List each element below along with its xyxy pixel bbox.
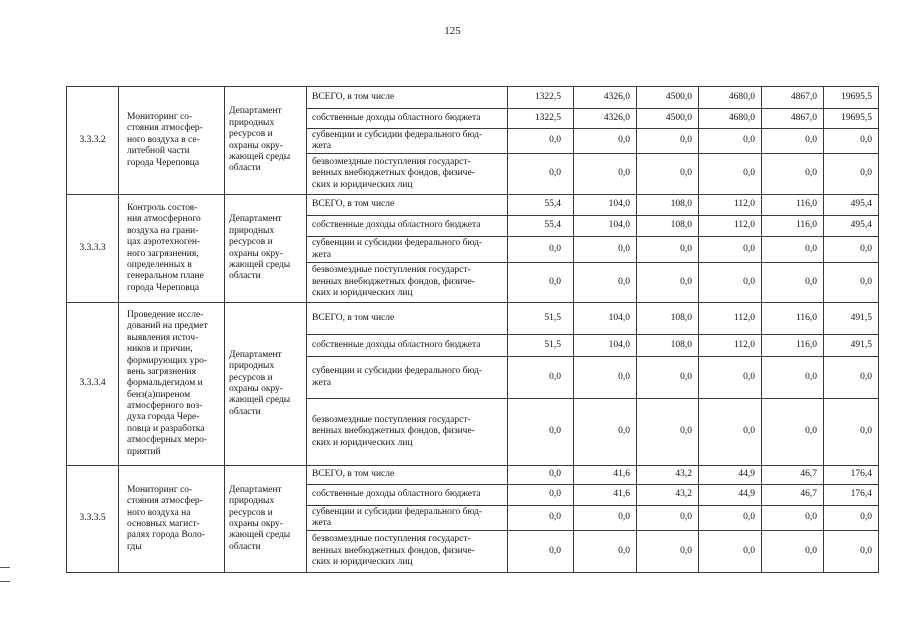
- funding-source-text: субвенции и субсидии федерального бюд- жета: [312, 129, 483, 151]
- amount-cell-text: 0,0: [618, 135, 630, 146]
- amount-cell: [823, 215, 879, 237]
- amount-cell-text: 0,0: [743, 135, 755, 146]
- amount-cell-text: 104,0: [608, 339, 630, 350]
- program-name: [118, 86, 225, 195]
- amount-cell-text: 0,0: [860, 426, 872, 437]
- responsible-department: [224, 302, 307, 466]
- program-code: [66, 86, 119, 195]
- amount-cell: [573, 128, 637, 154]
- page-number: 125: [444, 25, 461, 37]
- program-code-text: 3.3.3.4: [79, 378, 106, 389]
- amount-cell: [507, 153, 574, 195]
- program-name: [118, 302, 225, 466]
- amount-cell-text: 112,0: [733, 312, 755, 323]
- amount-cell-text: 0,0: [805, 545, 817, 556]
- amount-cell-text: 104,0: [608, 220, 630, 231]
- amount-cell: [507, 302, 574, 335]
- amount-cell: [507, 128, 574, 154]
- amount-cell: [823, 194, 879, 216]
- amount-cell: [507, 262, 574, 303]
- amount-cell-text: 0,0: [743, 512, 755, 523]
- amount-cell: [636, 398, 699, 466]
- program-code-text: 3.3.3.3: [79, 242, 106, 253]
- funding-source: [306, 108, 508, 129]
- funding-source: [306, 194, 508, 216]
- amount-cell-text: 0,0: [743, 276, 755, 287]
- amount-cell: [636, 262, 699, 303]
- amount-cell-text: 491,5: [850, 339, 872, 350]
- funding-source: [306, 398, 508, 466]
- amount-cell: [636, 505, 699, 531]
- amount-cell-text: 0,0: [549, 545, 561, 556]
- amount-cell-text: 0,0: [618, 168, 630, 179]
- amount-cell: [761, 530, 824, 573]
- amount-cell: [507, 334, 574, 357]
- amount-cell: [823, 530, 879, 573]
- funding-source-text: субвенции и субсидии федерального бюд- жета: [312, 238, 483, 260]
- amount-cell: [698, 302, 762, 335]
- funding-source-text: собственные доходы областного бюджета: [312, 489, 481, 500]
- amount-cell: [636, 153, 699, 195]
- amount-cell-text: 491,5: [850, 312, 872, 323]
- amount-cell-text: 108,0: [670, 339, 692, 350]
- amount-cell: [698, 86, 762, 109]
- funding-source-text: субвенции и субсидии федерального бюд- жета: [312, 366, 483, 388]
- amount-cell-text: 0,0: [618, 243, 630, 254]
- amount-cell: [636, 334, 699, 357]
- amount-cell-text: 0,0: [618, 512, 630, 523]
- amount-cell: [636, 530, 699, 573]
- amount-cell: [761, 128, 824, 154]
- amount-cell-text: 0,0: [549, 168, 561, 179]
- responsible-department: [224, 465, 307, 573]
- funding-source: [306, 262, 508, 303]
- amount-cell: [761, 334, 824, 357]
- program-code: [66, 465, 119, 573]
- amount-cell-text: 0,0: [743, 426, 755, 437]
- amount-cell: [698, 153, 762, 195]
- amount-cell-text: 4500,0: [665, 91, 692, 102]
- amount-cell-text: 108,0: [670, 199, 692, 210]
- amount-cell-text: 0,0: [618, 426, 630, 437]
- amount-cell: [507, 194, 574, 216]
- amount-cell: [823, 86, 879, 109]
- amount-cell-text: 0,0: [860, 545, 872, 556]
- amount-cell-text: 0,0: [860, 512, 872, 523]
- amount-cell: [761, 465, 824, 485]
- amount-cell-text: 0,0: [549, 243, 561, 254]
- amount-cell: [761, 236, 824, 263]
- amount-cell: [761, 505, 824, 531]
- program-name: [118, 194, 225, 303]
- amount-cell: [761, 194, 824, 216]
- amount-cell-text: 0,0: [549, 276, 561, 287]
- amount-cell: [636, 356, 699, 399]
- funding-source-text: безвозмездные поступления государст- венных внебюджетных фондов, физиче- ских и юридических лиц: [312, 534, 475, 568]
- amount-cell: [507, 86, 574, 109]
- amount-cell: [823, 505, 879, 531]
- amount-cell: [761, 108, 824, 129]
- amount-cell: [698, 398, 762, 466]
- funding-source: [306, 465, 508, 485]
- amount-cell: [573, 194, 637, 216]
- amount-cell: [761, 215, 824, 237]
- amount-cell-text: 19695,5: [841, 112, 872, 123]
- funding-source: [306, 505, 508, 531]
- amount-cell-text: 0,0: [860, 371, 872, 382]
- amount-cell: [636, 108, 699, 129]
- amount-cell-text: 0,0: [549, 135, 561, 146]
- amount-cell: [761, 398, 824, 466]
- amount-cell: [698, 108, 762, 129]
- amount-cell-text: 176,4: [850, 469, 872, 480]
- amount-cell-text: 4500,0: [665, 112, 692, 123]
- amount-cell: [573, 302, 637, 335]
- funding-source-text: ВСЕГО, в том числе: [312, 469, 395, 480]
- amount-cell: [823, 356, 879, 399]
- amount-cell-text: 4326,0: [603, 112, 630, 123]
- amount-cell: [823, 334, 879, 357]
- amount-cell-text: 4326,0: [603, 91, 630, 102]
- amount-cell-text: 55,4: [544, 199, 561, 210]
- amount-cell-text: 46,7: [800, 469, 817, 480]
- amount-cell-text: 1322,5: [534, 91, 561, 102]
- amount-cell: [761, 302, 824, 335]
- amount-cell: [636, 465, 699, 485]
- amount-cell: [636, 484, 699, 506]
- responsible-department-text: Департамент природных ресурсов и охраны окру- жающей среды области: [229, 349, 291, 417]
- amount-cell-text: 116,0: [795, 199, 817, 210]
- amount-cell-text: 104,0: [608, 199, 630, 210]
- responsible-department-text: Департамент природных ресурсов и охраны окру- жающей среды области: [229, 484, 291, 552]
- amount-cell: [636, 302, 699, 335]
- amount-cell: [573, 236, 637, 263]
- amount-cell-text: 0,0: [549, 512, 561, 523]
- funding-source: [306, 334, 508, 357]
- amount-cell-text: 0,0: [805, 243, 817, 254]
- amount-cell: [823, 128, 879, 154]
- amount-cell-text: 0,0: [680, 243, 692, 254]
- amount-cell-text: 51,5: [544, 339, 561, 350]
- amount-cell-text: 108,0: [670, 220, 692, 231]
- funding-source-text: субвенции и субсидии федерального бюд- жета: [312, 506, 483, 528]
- amount-cell: [698, 530, 762, 573]
- amount-cell: [823, 484, 879, 506]
- amount-cell-text: 0,0: [743, 371, 755, 382]
- amount-cell: [698, 356, 762, 399]
- amount-cell: [823, 398, 879, 466]
- amount-cell: [761, 484, 824, 506]
- amount-cell-text: 112,0: [733, 339, 755, 350]
- funding-source: [306, 236, 508, 263]
- responsible-department-text: Департамент природных ресурсов и охраны окру- жающей среды области: [229, 106, 291, 174]
- amount-cell: [573, 505, 637, 531]
- amount-cell-text: 1322,5: [534, 112, 561, 123]
- amount-cell-text: 4867,0: [790, 91, 817, 102]
- amount-cell: [636, 128, 699, 154]
- funding-source: [306, 215, 508, 237]
- amount-cell-text: 41,6: [613, 489, 630, 500]
- amount-cell-text: 0,0: [618, 545, 630, 556]
- amount-cell-text: 0,0: [680, 135, 692, 146]
- funding-source: [306, 86, 508, 109]
- amount-cell-text: 0,0: [743, 545, 755, 556]
- funding-source-text: ВСЕГО, в том числе: [312, 91, 395, 102]
- program-name-text: Мониторинг со- стояния атмосфер- ного воздуха на основных магист- ралях города Воло- гды: [127, 484, 205, 552]
- amount-cell: [636, 215, 699, 237]
- amount-cell: [823, 302, 879, 335]
- amount-cell-text: 0,0: [860, 135, 872, 146]
- funding-source-text: безвозмездные поступления государст- венных внебюджетных фондов, физиче- ских и юридических лиц: [312, 156, 475, 190]
- amount-cell-text: 0,0: [549, 489, 561, 500]
- funding-source-text: безвозмездные поступления государст- венных внебюджетных фондов, физиче- ских и юридических лиц: [312, 414, 475, 448]
- amount-cell-text: 0,0: [805, 276, 817, 287]
- amount-cell-text: 43,2: [675, 489, 692, 500]
- program-name-text: Проведение иссле- дований на предмет выявления источ- ников и причин, формирующих уро- вень загрязнения формальдегидом и бенз(а)пиреном атмосферного воз- духа города Чере- повца и разработка атмосферных меро- приятий: [127, 309, 208, 457]
- amount-cell-text: 0,0: [618, 371, 630, 382]
- funding-source: [306, 356, 508, 399]
- funding-source-text: собственные доходы областного бюджета: [312, 112, 481, 123]
- amount-cell: [823, 465, 879, 485]
- funding-source: [306, 302, 508, 335]
- responsible-department-text: Департамент природных ресурсов и охраны окру- жающей среды области: [229, 214, 291, 282]
- amount-cell-text: 4680,0: [728, 91, 755, 102]
- amount-cell-text: 46,7: [800, 489, 817, 500]
- amount-cell-text: 0,0: [680, 168, 692, 179]
- funding-source: [306, 530, 508, 573]
- amount-cell: [507, 505, 574, 531]
- amount-cell: [507, 236, 574, 263]
- amount-cell-text: 51,5: [544, 312, 561, 323]
- margin-mark: [0, 567, 10, 568]
- amount-cell: [698, 484, 762, 506]
- amount-cell-text: 495,4: [850, 220, 872, 231]
- amount-cell: [507, 215, 574, 237]
- amount-cell: [573, 86, 637, 109]
- responsible-department: [224, 86, 307, 195]
- amount-cell-text: 176,4: [850, 489, 872, 500]
- funding-source: [306, 128, 508, 154]
- amount-cell: [698, 262, 762, 303]
- amount-cell-text: 112,0: [733, 220, 755, 231]
- amount-cell-text: 116,0: [795, 339, 817, 350]
- amount-cell-text: 0,0: [549, 426, 561, 437]
- amount-cell: [823, 236, 879, 263]
- amount-cell-text: 0,0: [743, 243, 755, 254]
- amount-cell-text: 44,9: [738, 469, 755, 480]
- amount-cell-text: 19695,5: [841, 91, 872, 102]
- amount-cell: [761, 356, 824, 399]
- amount-cell-text: 0,0: [680, 371, 692, 382]
- amount-cell: [698, 334, 762, 357]
- amount-cell: [823, 262, 879, 303]
- amount-cell: [698, 128, 762, 154]
- funding-source-text: собственные доходы областного бюджета: [312, 339, 481, 350]
- amount-cell: [573, 334, 637, 357]
- amount-cell: [698, 236, 762, 263]
- amount-cell: [761, 262, 824, 303]
- program-name-text: Мониторинг со- стояния атмосфер- ного воздуха в се- литебной части города Череповца: [127, 112, 203, 168]
- amount-cell: [573, 484, 637, 506]
- amount-cell-text: 116,0: [795, 220, 817, 231]
- amount-cell: [573, 398, 637, 466]
- amount-cell-text: 41,6: [613, 469, 630, 480]
- program-name-text: Контроль состоя- ния атмосферного воздуха на грани- цах аэротехноген- ного загрязнения, определенных в генеральном плане города Череповца: [127, 202, 204, 293]
- amount-cell: [573, 108, 637, 129]
- amount-cell: [636, 86, 699, 109]
- margin-mark: [0, 581, 10, 582]
- amount-cell: [507, 398, 574, 466]
- amount-cell-text: 0,0: [680, 426, 692, 437]
- amount-cell: [573, 530, 637, 573]
- amount-cell: [573, 215, 637, 237]
- funding-source-text: безвозмездные поступления государст- венных внебюджетных фондов, физиче- ских и юридических лиц: [312, 265, 475, 299]
- program-code-text: 3.3.3.2: [79, 134, 106, 145]
- amount-cell-text: 0,0: [860, 276, 872, 287]
- amount-cell-text: 0,0: [860, 168, 872, 179]
- amount-cell-text: 0,0: [549, 371, 561, 382]
- amount-cell-text: 0,0: [805, 371, 817, 382]
- amount-cell: [698, 465, 762, 485]
- program-code-text: 3.3.3.5: [79, 513, 106, 524]
- amount-cell-text: 104,0: [608, 312, 630, 323]
- amount-cell-text: 4680,0: [728, 112, 755, 123]
- amount-cell: [698, 194, 762, 216]
- amount-cell-text: 0,0: [743, 168, 755, 179]
- program-name: [118, 465, 225, 573]
- amount-cell-text: 0,0: [805, 168, 817, 179]
- amount-cell: [573, 356, 637, 399]
- amount-cell: [698, 505, 762, 531]
- amount-cell-text: 0,0: [805, 426, 817, 437]
- amount-cell-text: 44,9: [738, 489, 755, 500]
- amount-cell: [507, 465, 574, 485]
- amount-cell: [507, 530, 574, 573]
- amount-cell-text: 0,0: [805, 135, 817, 146]
- funding-source: [306, 484, 508, 506]
- amount-cell: [507, 108, 574, 129]
- amount-cell-text: 495,4: [850, 199, 872, 210]
- amount-cell: [698, 215, 762, 237]
- amount-cell: [573, 262, 637, 303]
- amount-cell-text: 112,0: [733, 199, 755, 210]
- amount-cell: [573, 465, 637, 485]
- amount-cell-text: 0,0: [860, 243, 872, 254]
- amount-cell: [761, 153, 824, 195]
- amount-cell: [636, 236, 699, 263]
- amount-cell: [761, 86, 824, 109]
- program-code: [66, 194, 119, 303]
- amount-cell-text: 4867,0: [790, 112, 817, 123]
- funding-source-text: ВСЕГО, в том числе: [312, 199, 395, 210]
- amount-cell: [823, 108, 879, 129]
- funding-source-text: собственные доходы областного бюджета: [312, 220, 481, 231]
- amount-cell: [823, 153, 879, 195]
- program-code: [66, 302, 119, 466]
- amount-cell-text: 55,4: [544, 220, 561, 231]
- amount-cell-text: 0,0: [680, 545, 692, 556]
- amount-cell-text: 0,0: [680, 512, 692, 523]
- amount-cell-text: 0,0: [680, 276, 692, 287]
- amount-cell: [573, 153, 637, 195]
- amount-cell: [507, 484, 574, 506]
- amount-cell-text: 0,0: [549, 469, 561, 480]
- amount-cell-text: 0,0: [618, 276, 630, 287]
- amount-cell-text: 43,2: [675, 469, 692, 480]
- funding-source-text: ВСЕГО, в том числе: [312, 312, 395, 323]
- amount-cell: [636, 194, 699, 216]
- amount-cell-text: 108,0: [670, 312, 692, 323]
- amount-cell: [507, 356, 574, 399]
- amount-cell-text: 116,0: [795, 312, 817, 323]
- responsible-department: [224, 194, 307, 303]
- amount-cell-text: 0,0: [805, 512, 817, 523]
- funding-source: [306, 153, 508, 195]
